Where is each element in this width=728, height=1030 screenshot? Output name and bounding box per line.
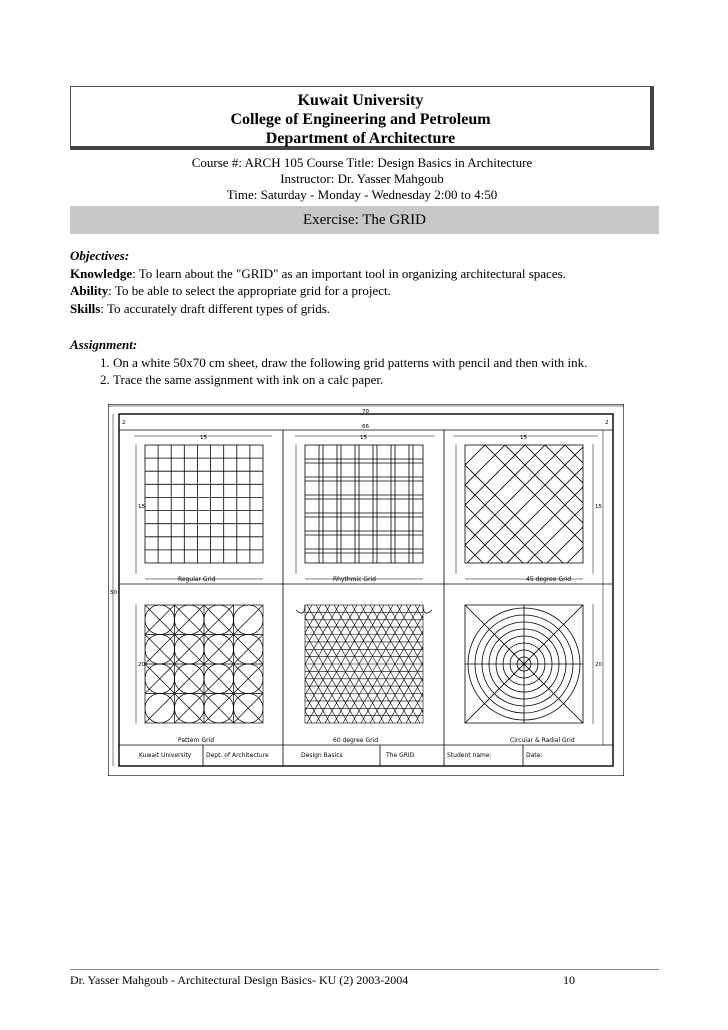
objective-text: : To learn about the "GRID" as an important tool in organizing architectural spaces. [132,265,566,281]
label-60-grid: 60 degree Grid [333,737,379,744]
exercise-title-bar [70,206,659,234]
dim-overall: 70 [362,409,369,415]
assignment-list [70,354,710,389]
dim-sub-2: 20 [595,662,602,668]
footer-text: Dr. Yasser Mahgoub - Architectural Design Basics- KU (2) 2003-2004 [70,973,409,987]
regular-grid [145,445,263,563]
college-name: College of Engineering and Petroleum [230,111,491,128]
dim-height: 50 [110,590,117,596]
rhythmic-grid [305,445,423,563]
objective-label: Skills [70,300,101,316]
title-block-university: Kuwait University [139,752,192,759]
title-block-date: Date: [526,752,543,759]
footer-divider [70,969,659,970]
objective-text: : To accurately draft different types of grids. [100,300,330,316]
sixty-degree-grid [235,605,492,723]
dim-side-1: 15 [200,435,207,441]
title-block-title: The GRID [386,752,415,759]
objective-text: : To be able to select the appropriate grid for a project. [108,283,391,298]
objectives-section [70,247,690,317]
dim-sub-1: 20 [138,662,145,668]
dim-small-1: 2 [122,420,126,426]
pattern-grid [145,605,263,723]
forty-five-degree-grid [445,425,605,585]
title-block-department: Dept. of Architecture [206,752,269,759]
label-circular-grid: Circular & Radial Grid [510,737,575,744]
university-name: Kuwait University [297,92,424,109]
circular-radial-grid [465,605,583,723]
dim-side-2: 15 [360,435,367,441]
grid-drawing [108,404,624,776]
title-block-student: Student name: [447,752,492,759]
assignment-section [70,336,710,389]
assignment-step: 2. Trace the same assignment with ink on a calc paper. [113,371,710,389]
dim-side-4: 15 [138,504,145,510]
objective-label: Ability [70,283,109,298]
objective-ability [70,282,690,300]
page-number: 10 [563,973,575,987]
time-line: Time: Saturday - Monday - Wednesday 2:00 to 4:50 [226,187,498,202]
dim-side-5: 15 [595,504,602,510]
objectives-heading: Objectives: [70,248,130,263]
instructor-line: Instructor: Dr. Yasser Mahgoub [280,171,444,186]
objective-knowledge [70,265,690,283]
assignment-heading: Assignment: [70,337,138,352]
header-title-box [70,86,654,150]
dim-inner: 66 [362,424,369,430]
title-block-course: Design Basics [301,752,343,759]
label-45-grid: 45 degree Grid [526,576,572,583]
label-pattern-grid: Pattern Grid [178,737,215,744]
exercise-title: Exercise: The GRID [302,212,427,228]
dim-small-2: 2 [605,420,609,426]
course-line: Course #: ARCH 105 Course Title: Design Basics in Architecture [191,155,533,170]
assignment-step: 1. On a white 50x70 cm sheet, draw the following grid patterns with pencil and then with ink. [113,354,710,372]
objective-skills [70,300,690,318]
department-name: Department of Architecture [265,130,456,147]
course-info [70,155,654,203]
objective-label: Knowledge [70,265,133,281]
label-regular-grid: Regular Grid [178,576,216,583]
dim-side-3: 15 [520,435,527,441]
label-rhythmic-grid: Rhythmic Grid [333,576,376,583]
